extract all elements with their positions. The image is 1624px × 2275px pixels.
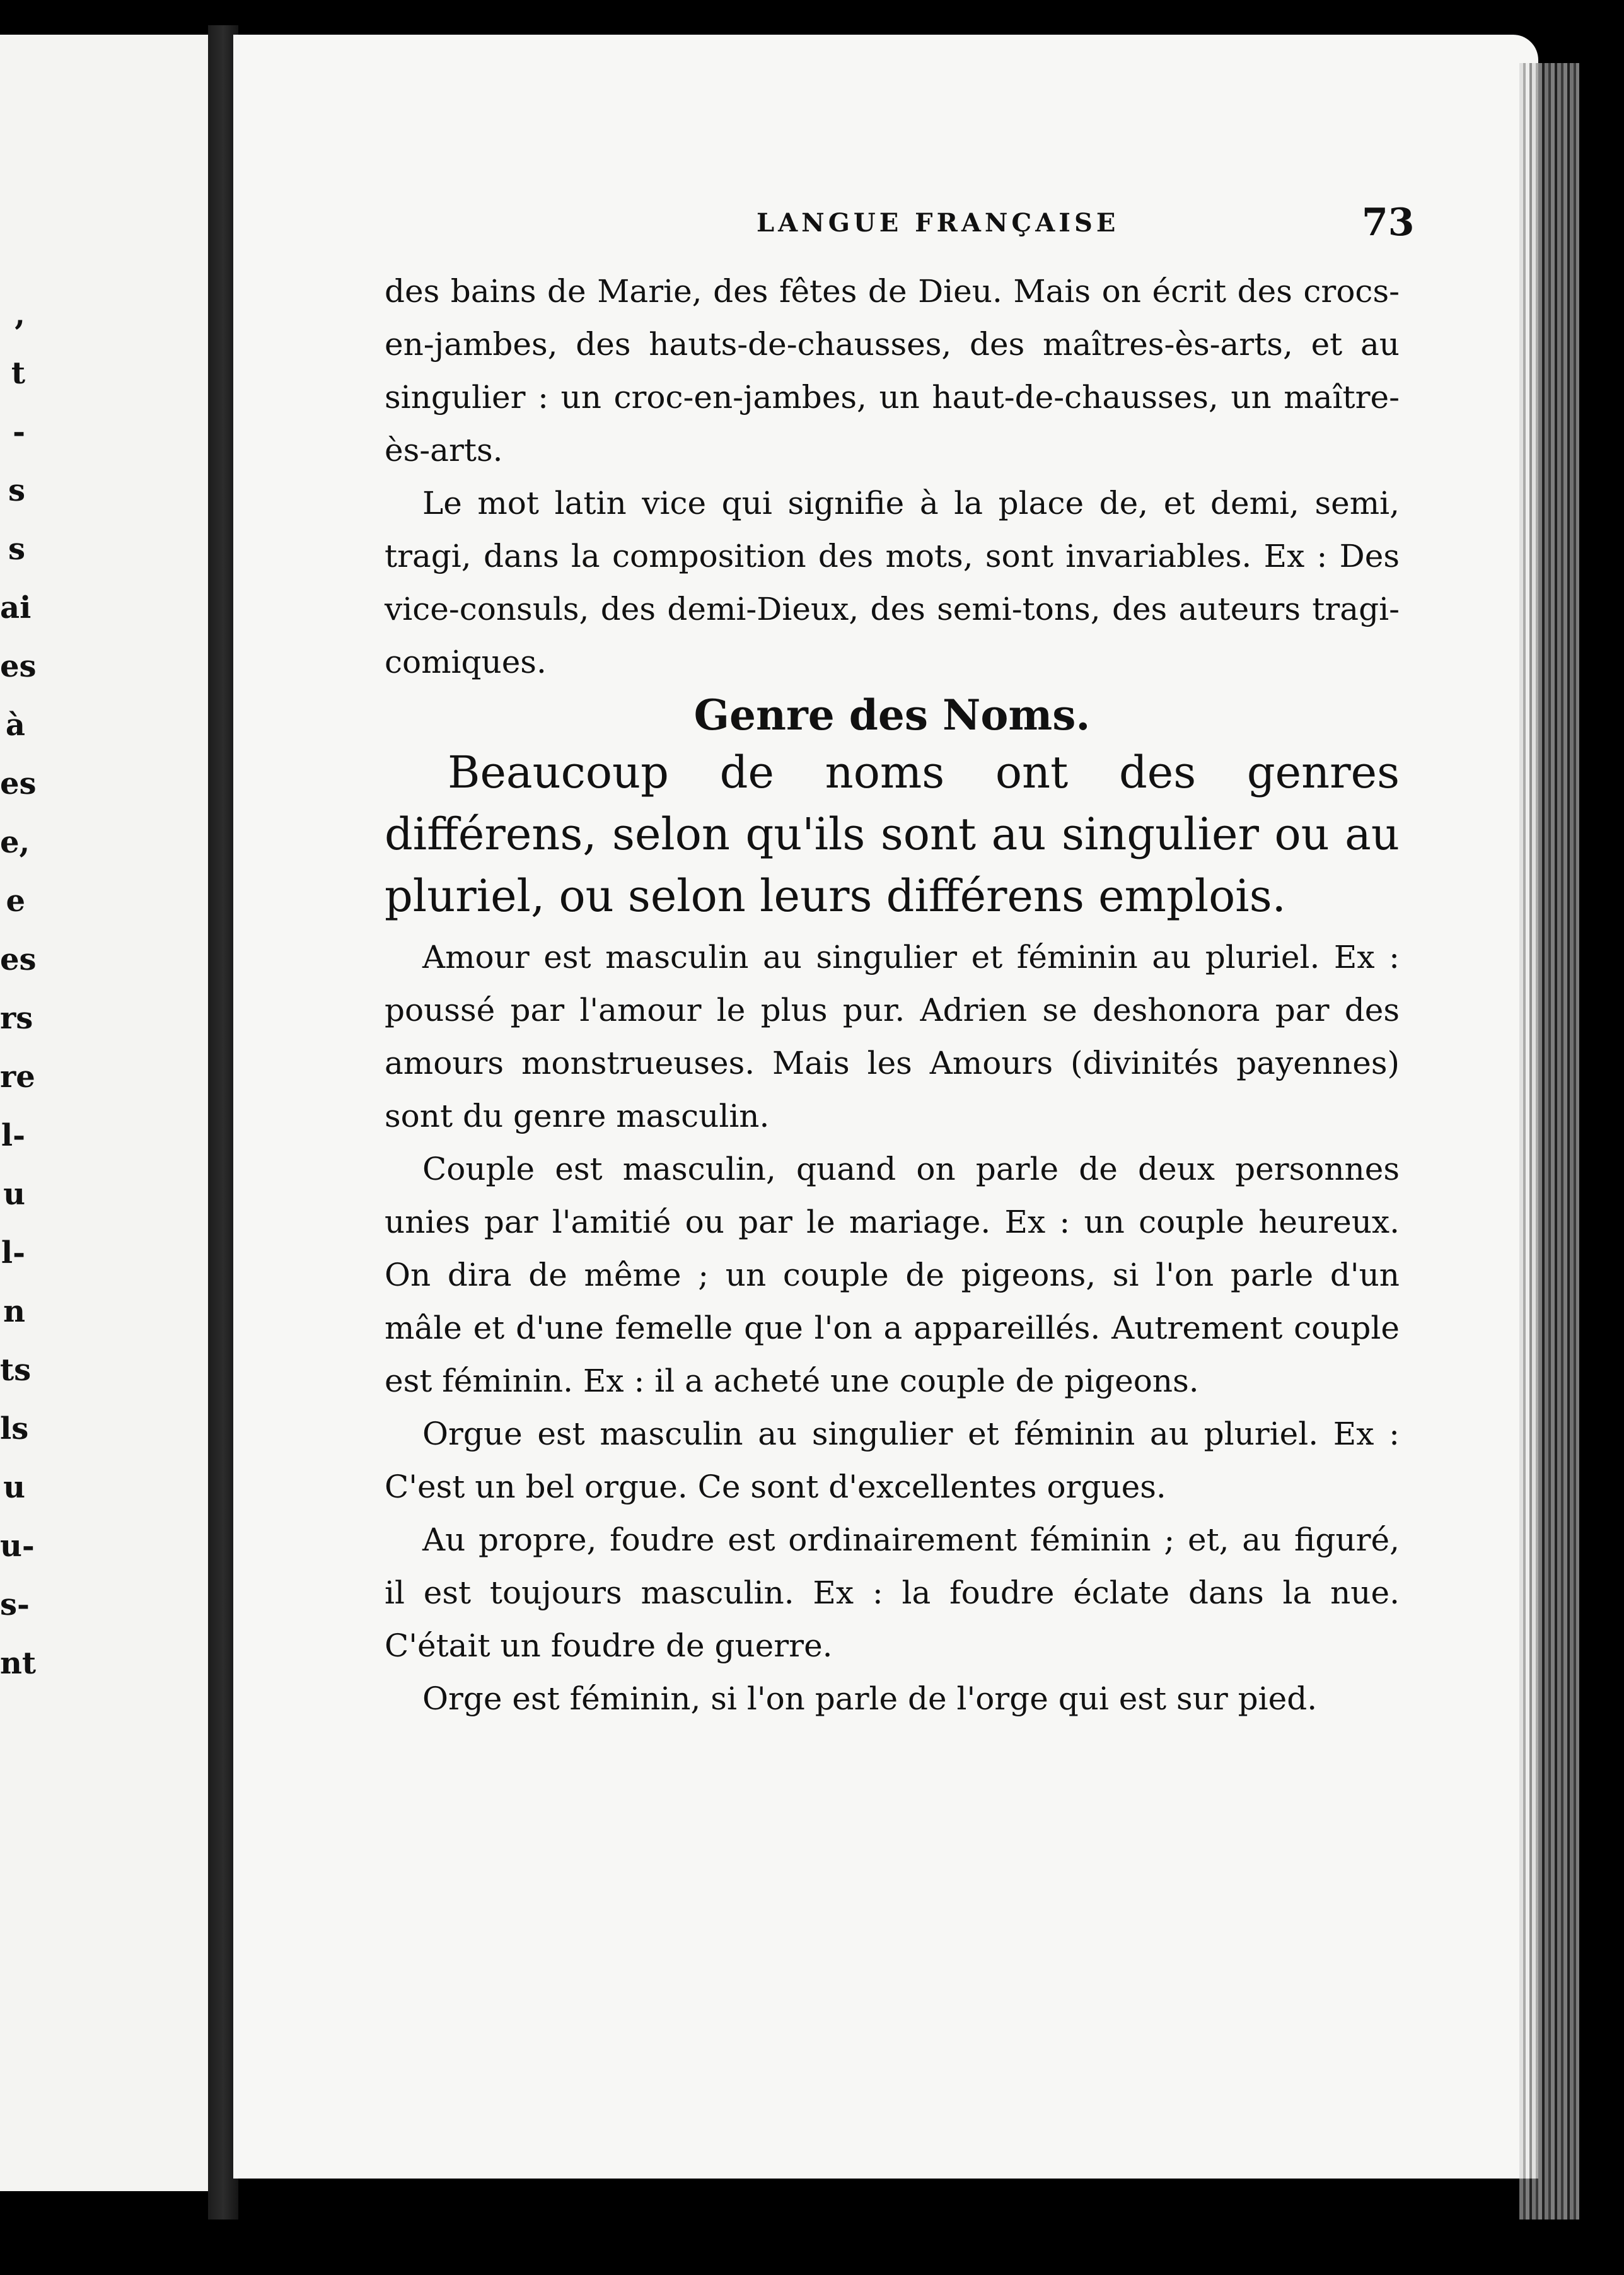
section-heading: Genre des Noms.: [693, 690, 1091, 740]
left-page-fragment: es: [0, 766, 37, 801]
page-body: [385, 265, 1400, 1725]
entry-orgue: Orgue est masculin au singulier et féminin au pluriel. Ex : C'est un bel orgue. Ce sont d'excellentes orgues.: [385, 1416, 1400, 1505]
entry-couple: Couple est masculin, quand on parle de deux personnes unies par l'amitié ou par le mariage. Ex : un couple heureux. On dira de même ; un couple de pigeons, si l'on parle d'un mâle et d'une femelle que l'on a appareillés. Autrement couple est féminin. Ex : il a acheté une couple de pigeons.: [385, 1151, 1400, 1399]
left-page-fragment: ai: [0, 590, 32, 625]
left-page-fragment: u: [3, 1177, 25, 1212]
left-page-fragment: nt: [0, 1646, 37, 1681]
left-page-fragment: e,: [0, 825, 30, 860]
left-page-fragment: n: [3, 1294, 25, 1329]
entry-amour: Amour est masculin au singulier et féminin au pluriel. Ex : poussé par l'amour le plus pur. Adrien se deshonora par des amours monstrueuses. Mais les Amours (divinités payennes) sont du genre masculin.: [385, 939, 1400, 1134]
left-page: [0, 35, 208, 2191]
left-page-fragment: es: [0, 942, 37, 977]
left-page-fragment: es: [0, 649, 37, 684]
section-intro: Beaucoup de noms ont des genres différens, selon qu'ils sont au singulier ou au pluriel, ou selon leurs différens emplois.: [385, 747, 1400, 922]
left-page-fragment: s: [8, 532, 25, 567]
page-edge: [1519, 63, 1579, 2220]
left-page-fragment: ,: [14, 297, 25, 332]
left-page-fragment: rs: [0, 1001, 33, 1036]
paragraph: des bains de Marie, des fêtes de Dieu. Mais on écrit des crocs-en-jambes, des hauts-de-chausses, des maîtres-ès-arts, et au singulier : un croc-en-jambes, un haut-de-chausses, un maître-ès-arts.: [385, 273, 1400, 468]
left-page-fragment: ls: [0, 1411, 29, 1446]
left-page-fragment: re: [0, 1059, 35, 1095]
left-page-fragment: à: [5, 707, 25, 743]
left-page-fragment: u: [3, 1470, 25, 1505]
left-page-fragment: s-: [0, 1587, 30, 1622]
left-page-fragment: s: [8, 473, 25, 508]
page-number: 73: [1362, 201, 1415, 245]
left-page-fragment: -: [13, 414, 25, 450]
left-page-fragment: t: [11, 356, 25, 391]
paragraph: Le mot latin vice qui signifie à la place de, et demi, semi, tragi, dans la composition des mots, sont invariables. Ex : Des vice-consuls, des demi-Dieux, des semi-tons, des auteurs tragi-comiques.: [385, 485, 1400, 680]
left-page-fragment: ts: [0, 1353, 32, 1388]
left-page-fragment: l-: [1, 1235, 25, 1271]
entry-orge: Orge est féminin, si l'on parle de l'orge qui est sur pied.: [422, 1680, 1318, 1717]
left-page-fragment: l-: [1, 1118, 25, 1153]
running-head: LANGUE FRANÇAISE: [757, 208, 1120, 238]
left-page-fragment: e: [6, 883, 25, 919]
left-page-fragment: u-: [0, 1528, 35, 1564]
entry-foudre: Au propre, foudre est ordinairement féminin ; et, au figuré, il est toujours masculin. Ex : la foudre éclate dans la nue. C'était un foudre de guerre.: [385, 1522, 1400, 1664]
